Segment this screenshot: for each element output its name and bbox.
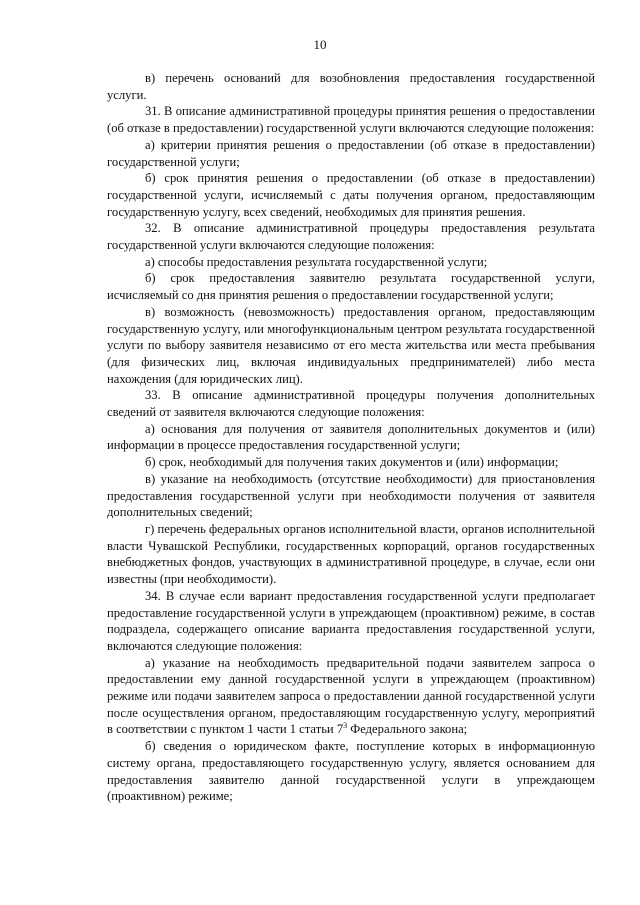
paragraph: в) возможность (невозможность) предоставления органом, предоставляющим государственную услугу, или многофункциональным центром результата государственной услуги по выбору заявителя независимо от его места жительства или места пребывания (для физических лиц, включая индивидуальных предпринимателей) либо места нахождения (для юридических лиц).	[107, 304, 595, 386]
paragraph: 32. В описание административной процедуры предоставления результата государственной услуги включаются следующие положения:	[107, 221, 595, 253]
paragraph: 31. В описание административной процедуры принятия решения о предоставлении (об отказе в предоставлении) государственной услуги включаются следующие положения:	[107, 104, 595, 136]
paragraph: 34. В случае если вариант предоставления государственной услуги предполагает предоставление государственной услуги в упреждающем (проактивном) режиме, в состав подраздела, содержащего описание варианта предоставления государственной услуги, включаются следующие положения:	[107, 588, 595, 653]
page-number: 10	[313, 37, 327, 52]
paragraph: б) срок предоставления заявителю результата государственной услуги, исчисляемый со дня принятия решения о предоставлении государственной услуги;	[107, 271, 595, 303]
paragraph: в) указание на необходимость (отсутствие необходимости) для приостановления предоставления государственной услуги при необходимости получения от заявителя дополнительных сведений;	[107, 471, 595, 520]
document-body	[107, 70, 595, 805]
paragraph: б) срок принятия решения о предоставлении (об отказе в предоставлении) государственной услуги, исчисляемый с даты получения органом, предоставляющим государственную услугу, всех сведений, необходимых для принятия решения.	[107, 171, 595, 219]
paragraph: а) критерии принятия решения о предоставлении (об отказе в предоставлении) государственной услуги;	[107, 137, 595, 169]
paragraph: а) основания для получения от заявителя дополнительных документов и (или) информации в процессе предоставления государственной услуги;	[107, 421, 595, 453]
paragraph: а) способы предоставления результата государственной услуги;	[145, 254, 488, 269]
paragraph-with-superscript	[107, 655, 595, 739]
paragraph: б) сведения о юридическом факте, поступление которых в информационную систему органа, предоставляющего государственную услугу, является основанием для предоставления заявителю данной государственной услуги в упреждающем (проактивном) режиме;	[107, 739, 595, 804]
superscript: 3	[343, 721, 348, 731]
paragraph-tail: Федерального закона;	[347, 722, 468, 737]
paragraph: в) перечень оснований для возобновления предоставления государственной услуги.	[107, 71, 595, 102]
paragraph-text: а) указание на необходимость предварительной подачи заявителем запроса о предоставлении ему данной государственной услуги в упреждающем (проактивном) режиме или подачи заявителем запроса о предоставлении данной государственной услуги после осуществления органом, предоставляющим государственную услугу, мероприятий в соответствии с пунктом 1 части 1 статьи 7	[107, 655, 595, 737]
paragraph: б) срок, необходимый для получения таких документов и (или) информации;	[145, 455, 559, 470]
paragraph: 33. В описание административной процедуры получения дополнительных сведений от заявителя включаются следующие положения:	[107, 388, 595, 420]
paragraph: г) перечень федеральных органов исполнительной власти, органов исполнительной власти Чувашской Республики, государственных корпораций, органов государственных внебюджетных фондов, участвующих в административной процедуре, в случае, если они известны (при необходимости).	[107, 521, 595, 587]
